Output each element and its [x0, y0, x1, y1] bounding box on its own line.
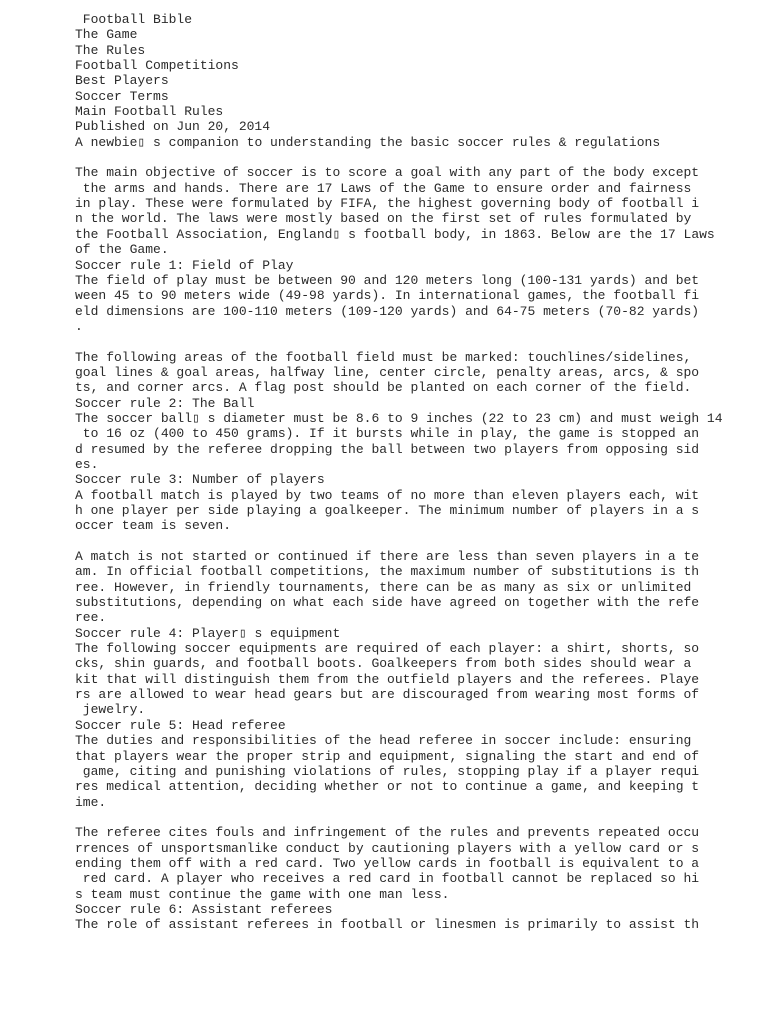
text-line: ree. However, in friendly tournaments, there can be as many as six or unlimited: [75, 579, 692, 595]
text-line: am. In official football competitions, the maximum number of substitutions is th: [75, 564, 700, 580]
text-line: The following soccer equipments are required of each player: a shirt, shorts, so: [75, 641, 700, 657]
text-line: The referee cites fouls and infringement of the rules and prevents repeated occu: [75, 825, 700, 841]
blank-line: [75, 334, 765, 349]
text-line: Football Competitions: [75, 58, 239, 74]
text-line: Soccer rule 3: Number of players: [75, 472, 325, 488]
text-line: kit that will distinguish them from the outfield players and the referees. Playe: [75, 671, 700, 687]
text-line: Main Football Rules: [75, 104, 224, 120]
text-line: Soccer rule 1: Field of Play: [75, 257, 294, 273]
text-line: ween 45 to 90 meters wide (49-98 yards). In international games, the football fi: [75, 288, 700, 304]
blank-line: [75, 150, 765, 165]
text-line: A match is not started or continued if there are less than seven players in a te: [75, 549, 700, 565]
text-line: jewelry.: [75, 702, 146, 718]
text-line: occer team is seven.: [75, 518, 232, 534]
text-line: d resumed by the referee dropping the ball between two players from opposing sid: [75, 441, 700, 457]
text-line: Football Bible: [75, 12, 193, 27]
text-line: res medical attention, deciding whether or not to continue a game, and keeping t: [75, 779, 700, 795]
text-line: ending them off with a red card. Two yellow cards in football is equivalent to a: [75, 855, 700, 871]
text-line: The soccer ball▯ s diameter must be 8.6 to 9 inches (22 to 23 cm) and must weigh 14: [75, 410, 723, 426]
text-line: h one player per side playing a goalkeeper. The minimum number of players in a s: [75, 503, 700, 518]
blank-line: [75, 534, 765, 549]
text-line: Best Players: [75, 73, 169, 89]
text-line: n the world. The laws were mostly based on the first set of rules formulated by: [75, 211, 692, 227]
text-line: to 16 oz (400 to 450 grams). If it bursts while in play, the game is stopped an: [75, 426, 700, 442]
text-line: Soccer rule 6: Assistant referees: [75, 901, 333, 917]
text-line: cks, shin guards, and football boots. Goalkeepers from both sides should wear a: [75, 656, 692, 672]
text-line: .: [75, 318, 83, 334]
document-text: [75, 12, 765, 933]
text-line: Published on Jun 20, 2014: [75, 119, 271, 135]
text-line: The main objective of soccer is to score a goal with any part of the body except: [75, 165, 700, 181]
text-line: ree.: [75, 610, 107, 626]
text-line: Soccer rule 2: The Ball: [75, 395, 255, 411]
text-line: Soccer rule 4: Player▯ s equipment: [75, 625, 341, 641]
text-line: the arms and hands. There are 17 Laws of the Game to ensure order and fairness: [75, 180, 692, 196]
text-line: eld dimensions are 100-110 meters (109-120 yards) and 64-75 meters (70-82 yards): [75, 303, 700, 319]
text-line: game, citing and punishing violations of rules, stopping play if a player requi: [75, 763, 700, 779]
text-line: A football match is played by two teams of no more than eleven players each, wit: [75, 487, 700, 503]
text-line: Soccer Terms: [75, 88, 169, 104]
text-line: The duties and responsibilities of the head referee in soccer include: ensuring: [75, 733, 692, 749]
text-line: A newbie▯ s companion to understanding the basic soccer rules & regulations: [75, 134, 661, 150]
text-line: The following areas of the football field must be marked: touchlines/sidelines,: [75, 349, 692, 365]
text-line: es.: [75, 456, 99, 472]
text-line: rrences of unsportsmanlike conduct by cautioning players with a yellow card or s: [75, 840, 700, 856]
text-line: ime.: [75, 794, 107, 810]
text-line: s team must continue the game with one man less.: [75, 886, 450, 902]
blank-line: [75, 810, 765, 825]
text-line: The Rules: [75, 42, 146, 58]
text-line: that players wear the proper strip and equipment, signaling the start and end of: [75, 748, 700, 764]
text-line: ts, and corner arcs. A flag post should be planted on each corner of the field.: [75, 380, 692, 396]
text-line: rs are allowed to wear head gears but are discouraged from wearing most forms of: [75, 687, 700, 703]
text-line: The role of assistant referees in football or linesmen is primarily to assist th: [75, 917, 700, 933]
text-line: red card. A player who receives a red card in football cannot be replaced so hi: [75, 871, 700, 887]
text-line: The Game: [75, 27, 138, 43]
text-line: the Football Association, England▯ s football body, in 1863. Below are the 17 Laws: [75, 226, 715, 242]
text-line: Soccer rule 5: Head referee: [75, 717, 286, 733]
text-line: of the Game.: [75, 242, 169, 258]
text-line: in play. These were formulated by FIFA, the highest governing body of football i: [75, 196, 700, 212]
text-line: substitutions, depending on what each side have agreed on together with the refe: [75, 595, 700, 611]
text-line: The field of play must be between 90 and 120 meters long (100-131 yards) and bet: [75, 272, 700, 288]
text-line: goal lines & goal areas, halfway line, center circle, penalty areas, arcs, & spo: [75, 364, 700, 380]
